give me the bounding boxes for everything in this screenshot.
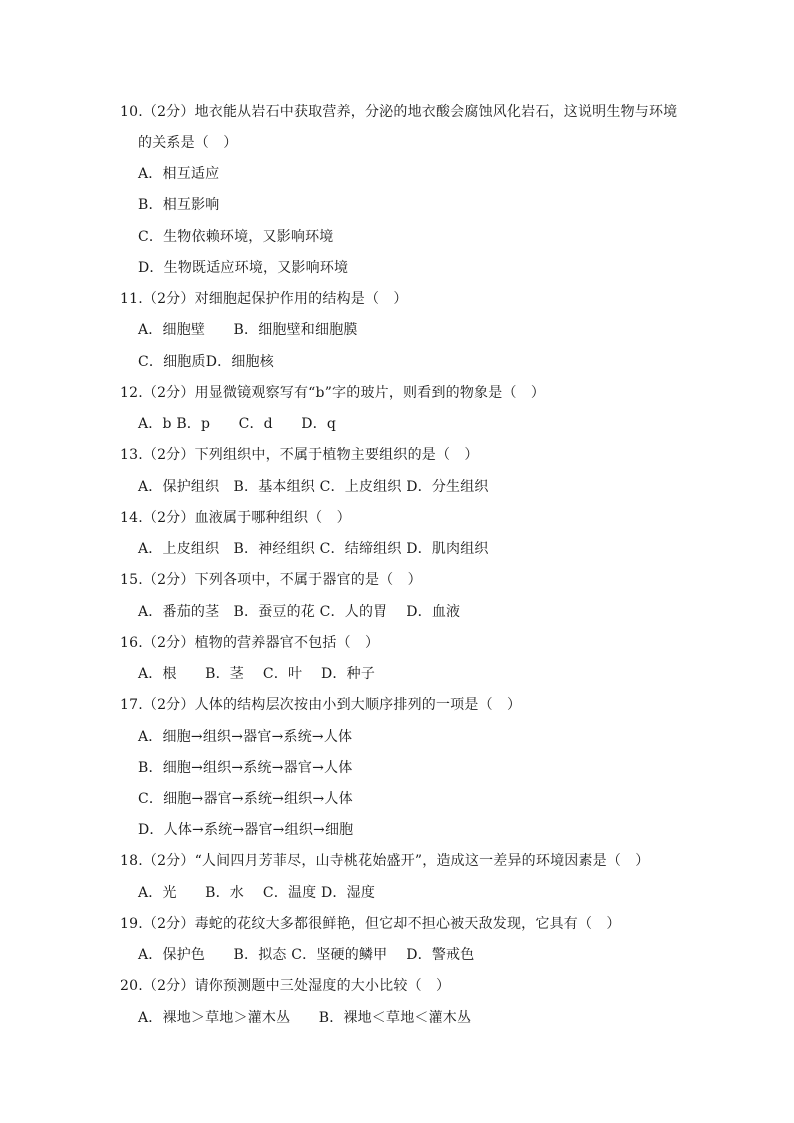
question-11-options-line-2: C．细胞质D．细胞核 (138, 354, 274, 370)
question-11-options-line-1: A．细胞壁 B．细胞壁和细胞膜 (138, 322, 358, 338)
question-16-options: A．根 B．茎 C．叶 D．种子 (138, 666, 376, 682)
question-16-stem: 16.（2分）植物的营养器官不包括（ ） (120, 635, 380, 651)
question-10-stem-continued: 的关系是（ ） (138, 135, 238, 151)
question-10-option-c: C．生物依赖环境，又影响环境 (138, 229, 334, 245)
question-14-options: A．上皮组织 B．神经组织 C．结缔组织 D．肌肉组织 (138, 541, 489, 557)
question-17-option-a: A．细胞→组织→器官→系统→人体 (138, 729, 353, 745)
question-10-option-b: B．相互影响 (138, 197, 220, 213)
question-18-options: A．光 B．水 C．温度 D．湿度 (138, 885, 376, 901)
question-11-stem: 11.（2分）对细胞起保护作用的结构是（ ） (120, 291, 408, 307)
question-17-option-b: B．细胞→组织→系统→器官→人体 (138, 760, 353, 776)
question-20-stem: 20.（2分）请你预测题中三处湿度的大小比较（ ） (120, 978, 451, 994)
question-18-stem: 18.（2分）“人间四月芳菲尽，山寺桃花始盛开”，造成这一差异的环境因素是（ ） (120, 853, 650, 869)
question-13-options: A．保护组织 B．基本组织 C．上皮组织 D．分生组织 (138, 479, 489, 495)
question-10-option-d: D．生物既适应环境，又影响环境 (138, 260, 349, 276)
question-12-stem: 12.（2分）用显微镜观察写有“b”字的玻片，则看到的物象是（ ） (120, 385, 546, 401)
question-10-option-a: A．相互适应 (138, 166, 220, 182)
question-12-options: A．b B．p C．d D．q (138, 416, 337, 432)
question-17-option-d: D．人体→系统→器官→组织→细胞 (138, 822, 354, 838)
question-15-options: A．番茄的茎 B．蚕豆的花 C．人的胃 D．血液 (138, 604, 461, 620)
question-19-options: A．保护色 B．拟态 C．坚硬的鳞甲 D．警戒色 (138, 947, 475, 963)
question-17-stem: 17.（2分）人体的结构层次按由小到大顺序排列的一项是（ ） (120, 697, 522, 713)
question-13-stem: 13.（2分）下列组织中，不属于植物主要组织的是（ ） (120, 447, 479, 463)
question-20-options: A．裸地＞草地＞灌木丛 B．裸地＜草地＜灌木丛 (138, 1010, 472, 1026)
question-14-stem: 14.（2分）血液属于哪种组织（ ） (120, 510, 351, 526)
question-17-option-c: C．细胞→器官→系统→组织→人体 (138, 791, 353, 807)
question-15-stem: 15.（2分）下列各项中，不属于器官的是（ ） (120, 572, 422, 588)
question-19-stem: 19.（2分）毒蛇的花纹大多都很鲜艳，但它却不担心被天敌发现，它具有（ ） (120, 916, 621, 932)
question-10-stem: 10.（2分）地衣能从岩石中获取营养，分泌的地衣酸会腐蚀风化岩石，这说明生物与环境 (120, 104, 678, 120)
